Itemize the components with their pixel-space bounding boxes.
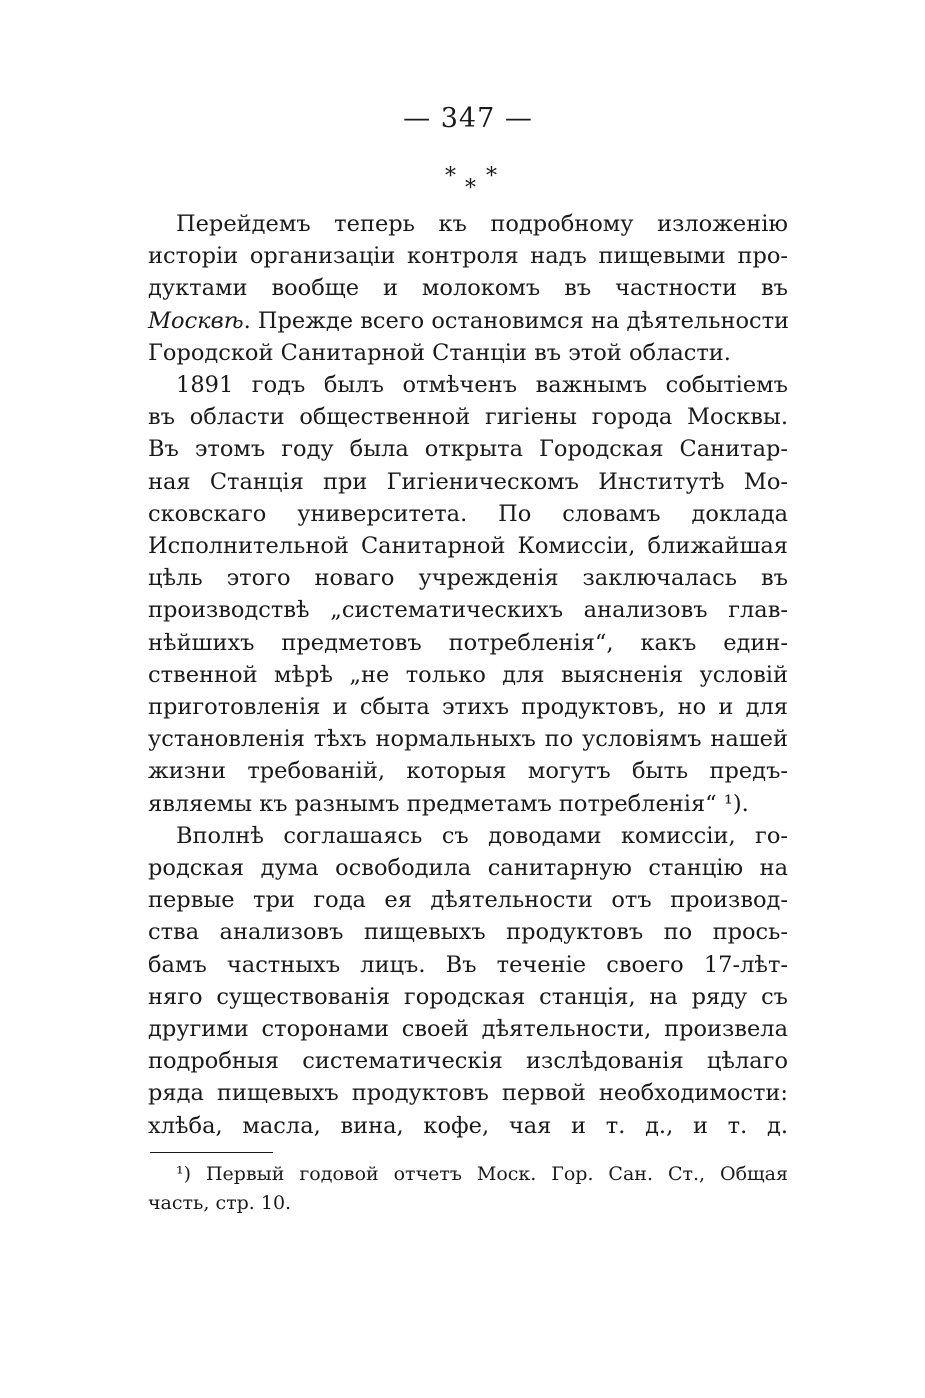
text-line: исторіи организаціи контроля надъ пищевыми про- [148, 243, 788, 270]
text-line: хлѣба, масла, вина, кофе, чая и т. д., и т. д. [148, 1112, 788, 1139]
text-line: жизни требованій, которыя могутъ быть предъ- [148, 758, 788, 785]
text-line: бамъ частныхъ лицъ. Въ теченіе своего 17-лѣт- [148, 951, 788, 978]
text-line: производствѣ „систематическихъ анализовъ глав- [148, 597, 788, 624]
text-line: подробныя систематическія изслѣдованія цѣлаго [148, 1048, 788, 1075]
text-line: установленія тѣхъ нормальныхъ по условіямъ нашей [148, 726, 788, 753]
italic-word: Москвѣ [148, 307, 244, 334]
text-line: Исполнительной Санитарной Комиссіи, ближайшая [148, 533, 788, 560]
paragraph-3 [148, 820, 788, 1142]
text-line: другими сторонами своей дѣятельности, произвела [148, 1016, 788, 1043]
footnote-line: ¹) Первый годовой отчетъ Моск. Гор. Сан. Ст., Общая [176, 1163, 788, 1185]
text-line: сковскаго университета. По словамъ доклада [148, 500, 788, 527]
asterism-star: * [445, 164, 456, 189]
text-line: ства анализовъ пищевыхъ продуктовъ по прось- [148, 919, 788, 946]
text-line: ряда пищевыхъ продуктовъ первой необходимости: [148, 1080, 788, 1107]
text-line-rest: . Прежде всего остановимся на дѣятельности [243, 307, 790, 334]
book-page [148, 0, 788, 1398]
text-line: ная Станція при Гигіеническомъ Институтѣ Мо- [148, 468, 788, 495]
text-line: ственной мѣрѣ „не только для выясненія условій [148, 661, 788, 688]
text-line: родская дума освободила санитарную станцію на [148, 855, 788, 882]
text-line: цѣль этого новаго учрежденія заключалась въ [148, 565, 788, 592]
asterism-star: * [465, 176, 476, 201]
paragraph-2 [148, 369, 788, 820]
text-line: Перейдемъ теперь къ подробному изложенію [176, 211, 788, 237]
body-text [148, 208, 788, 1142]
page-number: — 347 — [403, 103, 533, 134]
footnote-divider [150, 1152, 273, 1153]
text-line: въ области общественной гигіены города Москвы. [148, 404, 788, 431]
text-line: 1891 годъ былъ отмѣченъ важнымъ событіемъ [176, 372, 788, 399]
footnote [148, 1160, 788, 1218]
text-line: Городской Санитарной Станціи въ этой области. [148, 339, 731, 366]
text-line: являемы къ разнымъ предметамъ потребленія“ ¹). [148, 790, 749, 817]
text-line: няго существованія городская станція, на ряду съ [148, 983, 788, 1010]
text-line: Въ этомъ году была открыта Городская Санитар- [148, 436, 788, 463]
asterism-separator [148, 160, 788, 200]
asterism-star: * [486, 164, 497, 189]
text-line: приготовленія и сбыта этихъ продуктовъ, но и для [148, 694, 788, 721]
paragraph-1 [148, 208, 788, 369]
text-line: Вполнѣ соглашаясь съ доводами комиссіи, го- [176, 822, 788, 849]
text-line-with-italic [148, 305, 788, 337]
text-line: нѣйшихъ предметовъ потребленія“, какъ един- [148, 629, 788, 656]
footnote-line: часть, стр. 10. [148, 1192, 292, 1214]
text-line: дуктами вообще и молокомъ въ частности въ [148, 275, 788, 302]
text-line: первые три года ея дѣятельности отъ производ- [148, 887, 788, 914]
